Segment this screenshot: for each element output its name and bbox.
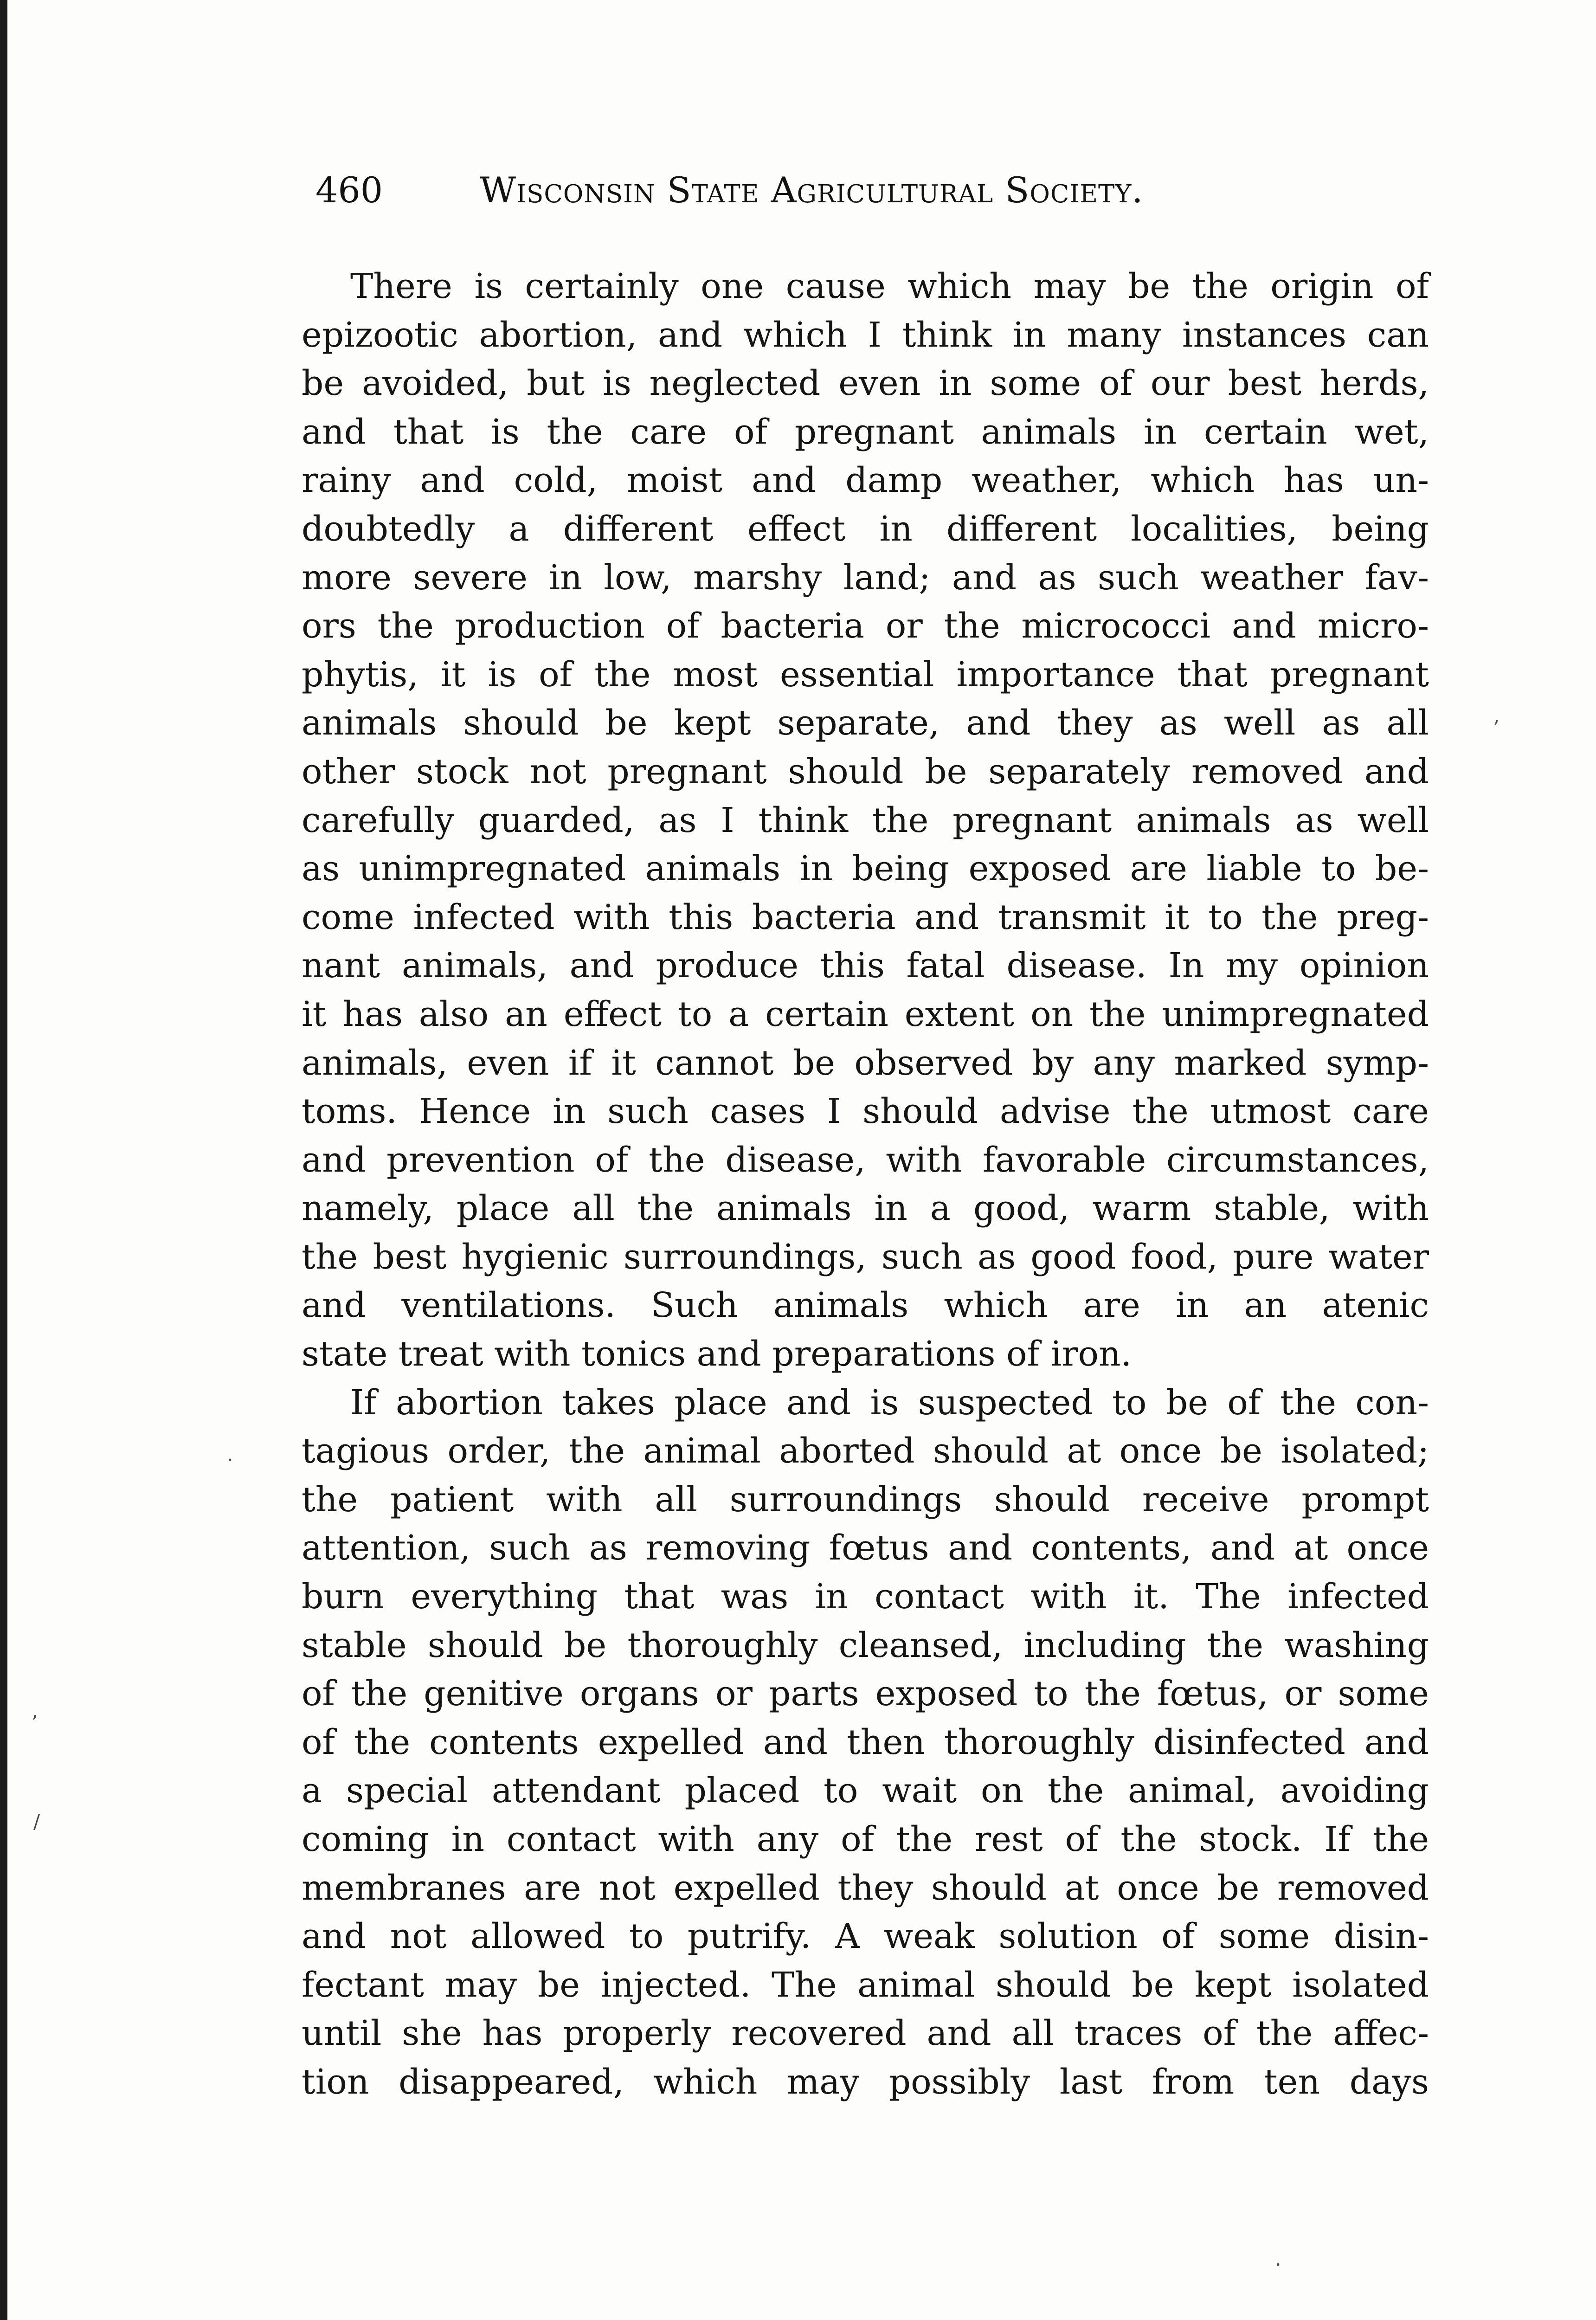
text-line: and ventilations. Such animals which are in an atenic [302, 1285, 1429, 1326]
text-line: namely, place all the animals in a good, warm stable, with [302, 1188, 1429, 1229]
text-line: membranes are not expelled they should at once be removed [302, 1868, 1429, 1908]
paragraph-2 [302, 1379, 1429, 2107]
text-line: other stock not pregnant should be separately removed and [302, 751, 1429, 792]
text-line: state treat with tonics and preparations of iron. [302, 1334, 1132, 1374]
text-line: tagious order, the animal aborted should at once be isolated; [302, 1431, 1429, 1471]
text-line: There is certainly one cause which may be the origin of [350, 266, 1429, 306]
text-line: ors the production of bacteria or the micrococci and micro- [302, 606, 1429, 646]
text-line: fectant may be injected. The animal should be kept isolated [302, 1965, 1429, 2005]
text-line: epizootic abortion, and which I think in many instances can [302, 315, 1429, 355]
text-line: nant animals, and produce this fatal disease. In my opinion [302, 946, 1429, 986]
text-line: toms. Hence in such cases I should advise the utmost care [302, 1091, 1429, 1132]
body-text [302, 262, 1429, 2107]
text-line: doubtedly a different effect in different localities, being [302, 509, 1429, 549]
text-line: If abortion takes place and is suspected to be of the con- [350, 1382, 1429, 1423]
paragraph-1 [302, 262, 1429, 1379]
left-scan-shadow [0, 0, 7, 2320]
text-line: and prevention of the disease, with favorable circumstances, [302, 1140, 1429, 1180]
text-line: and that is the care of pregnant animals in certain wet, [302, 412, 1429, 452]
text-line: the best hygienic surroundings, such as good food, pure water [302, 1237, 1429, 1277]
scan-speck: · [1275, 2253, 1281, 2276]
text-line: it has also an effect to a certain extent on the unimpregnated [302, 994, 1429, 1034]
text-line: phytis, it is of the most essential importance that pregnant [302, 654, 1429, 695]
text-line: come infected with this bacteria and transmit it to the preg- [302, 897, 1429, 937]
scan-speck: ’ [32, 1711, 38, 1734]
text-line: stable should be thoroughly cleansed, including the washing [302, 1625, 1429, 1665]
text-line: rainy and cold, moist and damp weather, which has un- [302, 460, 1429, 501]
scan-speck: · [227, 1449, 233, 1471]
scan-speck: ’ [1493, 716, 1499, 739]
scan-speck: / [33, 1810, 40, 1833]
text-line: attention, such as removing fœtus and contents, and at once [302, 1528, 1429, 1568]
page-header [315, 167, 1313, 232]
text-line: the patient with all surroundings should receive prompt [302, 1479, 1429, 1520]
text-line: tion disappeared, which may possibly last from ten days [302, 2062, 1429, 2102]
text-line: more severe in low, marshy land; and as such weather fav- [302, 557, 1429, 598]
running-title: Wisconsin State Agricultural Society. [480, 169, 1144, 211]
text-line: of the contents expelled and then thoroughly disinfected and [302, 1722, 1429, 1762]
text-line: be avoided, but is neglected even in some of our best herds, [302, 363, 1429, 404]
text-line: animals, even if it cannot be observed by any marked symp- [302, 1043, 1429, 1083]
page-number: 460 [315, 169, 383, 211]
text-line: carefully guarded, as I think the pregnant animals as well [302, 800, 1429, 840]
text-line: a special attendant placed to wait on the animal, avoiding [302, 1771, 1429, 1811]
text-line: animals should be kept separate, and they as well as all [302, 703, 1429, 743]
text-line: burn everything that was in contact with it. The infected [302, 1577, 1429, 1617]
text-line: coming in contact with any of the rest of the stock. If the [302, 1819, 1429, 1859]
text-line: as unimpregnated animals in being exposed are liable to be- [302, 849, 1429, 889]
text-line: and not allowed to putrify. A weak solution of some disin- [302, 1916, 1429, 1957]
text-line: until she has properly recovered and all traces of the affec- [302, 2013, 1429, 2054]
text-line: of the genitive organs or parts exposed to the fœtus, or some [302, 1674, 1429, 1714]
